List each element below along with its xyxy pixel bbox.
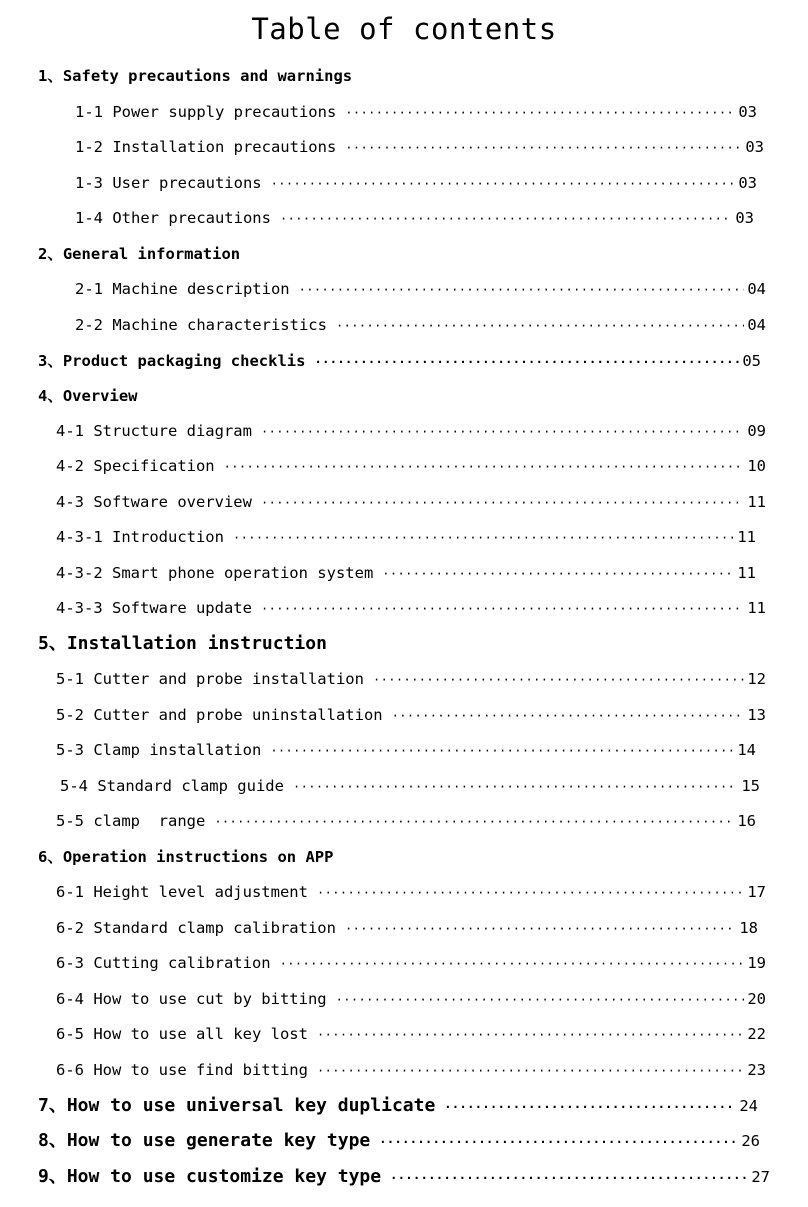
toc-entry-2-2[interactable] [0, 312, 808, 338]
leader-dots [317, 1058, 744, 1084]
toc-entry-4-3[interactable] [0, 489, 808, 515]
toc-entry-4-1[interactable] [0, 418, 808, 444]
leader-dots [336, 313, 744, 339]
toc-entry-6-6[interactable] [0, 1057, 808, 1083]
toc-entry-5-4[interactable] [0, 773, 808, 799]
toc-entry-4-3-2[interactable] [0, 560, 808, 586]
toc-page-number: 03 [738, 174, 757, 192]
toc-label: 3、Product packaging checklis [38, 352, 306, 370]
toc-label: 1-3 User precautions [75, 174, 262, 192]
toc-entry-4-2[interactable] [0, 453, 808, 479]
toc-entry-6-4[interactable] [0, 986, 808, 1012]
toc-page-number: 09 [747, 422, 766, 440]
toc-page-number: 18 [739, 919, 758, 937]
toc-page-number: 03 [735, 209, 754, 227]
toc-entry-4-3-3[interactable] [0, 595, 808, 621]
toc-page-number: 11 [747, 599, 766, 617]
leader-dots [382, 561, 734, 587]
leader-dots [261, 490, 744, 516]
leader-dots [390, 1165, 748, 1191]
leader-dots [317, 880, 744, 906]
toc-entry-1-2[interactable] [0, 134, 808, 160]
toc-page-number: 19 [747, 954, 766, 972]
toc-page-number: 05 [742, 352, 761, 370]
toc-section-6[interactable] [0, 844, 808, 870]
toc-label: 4-3-3 Software update [56, 599, 252, 617]
toc-label: 4、Overview [38, 387, 138, 405]
toc-label: 7、How to use universal key duplicate [38, 1095, 436, 1116]
toc-label: 1、Safety precautions and warnings [38, 67, 353, 85]
toc-label: 9、How to use customize key type [38, 1166, 382, 1187]
toc-label: 1-1 Power supply precautions [75, 103, 337, 121]
leader-dots [280, 951, 745, 977]
toc-entry-6-2[interactable] [0, 915, 808, 941]
toc-section-3[interactable] [0, 348, 808, 374]
toc-page-number: 14 [737, 741, 756, 759]
toc-entry-1-4[interactable] [0, 205, 808, 231]
leader-dots [214, 809, 734, 835]
toc-label: 2-1 Machine description [75, 280, 290, 298]
toc-page-number: 23 [747, 1061, 766, 1079]
toc-label: 2-2 Machine characteristics [75, 316, 327, 334]
leader-dots [317, 1022, 744, 1048]
toc-label: 5、Installation instruction [38, 633, 327, 654]
toc-label: 5-3 Clamp installation [56, 741, 262, 759]
leader-dots [392, 703, 745, 729]
toc-label: 6-1 Height level adjustment [56, 883, 308, 901]
toc-section-1[interactable] [0, 63, 808, 89]
toc-label: 6-5 How to use all key lost [56, 1025, 308, 1043]
leader-dots [345, 100, 735, 126]
toc-label: 5-1 Cutter and probe installation [56, 670, 364, 688]
toc-entry-6-1[interactable] [0, 879, 808, 905]
toc-entry-6-5[interactable] [0, 1021, 808, 1047]
toc-label: 6-3 Cutting calibration [56, 954, 271, 972]
toc-section-7[interactable] [0, 1093, 808, 1119]
leader-dots [270, 738, 734, 764]
leader-dots [314, 349, 739, 375]
toc-entry-4-3-1[interactable] [0, 524, 808, 550]
leader-dots [299, 277, 745, 303]
toc-label: 8、How to use generate key type [38, 1130, 371, 1151]
toc-entry-5-3[interactable] [0, 737, 808, 763]
toc-label: 5-2 Cutter and probe uninstallation [56, 706, 383, 724]
toc-page-number: 24 [739, 1097, 758, 1115]
leader-dots [444, 1094, 736, 1120]
leader-dots [293, 774, 738, 800]
toc-label: 6、Operation instructions on APP [38, 848, 334, 866]
toc-label: 4-3-2 Smart phone operation system [56, 564, 374, 582]
toc-page-number: 11 [747, 493, 766, 511]
toc-page-number: 03 [738, 103, 757, 121]
toc-label: 5-4 Standard clamp guide [60, 777, 284, 795]
toc-label: 2、General information [38, 245, 241, 263]
toc-label: 1-2 Installation precautions [75, 138, 337, 156]
toc-page-number: 11 [737, 528, 756, 546]
toc-page-number: 17 [747, 883, 766, 901]
toc-entry-5-1[interactable] [0, 666, 808, 692]
toc-page-number: 12 [747, 670, 766, 688]
toc-label: 4-1 Structure diagram [56, 422, 252, 440]
page-title: Table of contents [251, 12, 557, 46]
toc-section-2[interactable] [0, 241, 808, 267]
leader-dots [345, 916, 736, 942]
toc-page-number: 16 [737, 812, 756, 830]
leader-dots [373, 667, 744, 693]
leader-dots [233, 525, 734, 551]
toc-section-9[interactable] [0, 1164, 808, 1190]
toc-entry-6-3[interactable] [0, 950, 808, 976]
toc-section-8[interactable] [0, 1128, 808, 1154]
toc-label: 4-3-1 Introduction [56, 528, 224, 546]
toc-page-number: 13 [747, 706, 766, 724]
leader-dots [280, 206, 732, 232]
toc-label: 6-2 Standard clamp calibration [56, 919, 336, 937]
toc-page-number: 03 [745, 138, 764, 156]
leader-dots [261, 596, 744, 622]
toc-page-number: 04 [747, 316, 766, 334]
toc-page-number: 26 [741, 1132, 760, 1150]
toc-page-number: 04 [747, 280, 766, 298]
toc-section-4[interactable] [0, 383, 808, 409]
leader-dots [224, 454, 745, 480]
toc-entry-1-3[interactable] [0, 170, 808, 196]
toc-label: 4-3 Software overview [56, 493, 252, 511]
toc-page-number: 11 [737, 564, 756, 582]
toc-page-number: 10 [747, 457, 766, 475]
leader-dots [379, 1129, 738, 1155]
leader-dots [345, 135, 742, 161]
toc-entry-5-5[interactable] [0, 808, 808, 834]
toc-label: 6-6 How to use find bitting [56, 1061, 308, 1079]
toc-label: 5-5 clamp range [56, 812, 206, 830]
toc-page-number: 22 [747, 1025, 766, 1043]
toc-section-5[interactable] [0, 631, 808, 657]
toc-page-number: 27 [751, 1168, 770, 1186]
toc-entry-2-1[interactable] [0, 276, 808, 302]
toc-entry-1-1[interactable] [0, 99, 808, 125]
leader-dots [336, 987, 745, 1013]
toc-label: 6-4 How to use cut by bitting [56, 990, 327, 1008]
leader-dots [271, 171, 736, 197]
toc-page-number: 15 [741, 777, 760, 795]
toc-label: 4-2 Specification [56, 457, 215, 475]
toc-entry-5-2[interactable] [0, 702, 808, 728]
leader-dots [261, 419, 744, 445]
toc-label: 1-4 Other precautions [75, 209, 271, 227]
toc-page-number: 20 [747, 990, 766, 1008]
